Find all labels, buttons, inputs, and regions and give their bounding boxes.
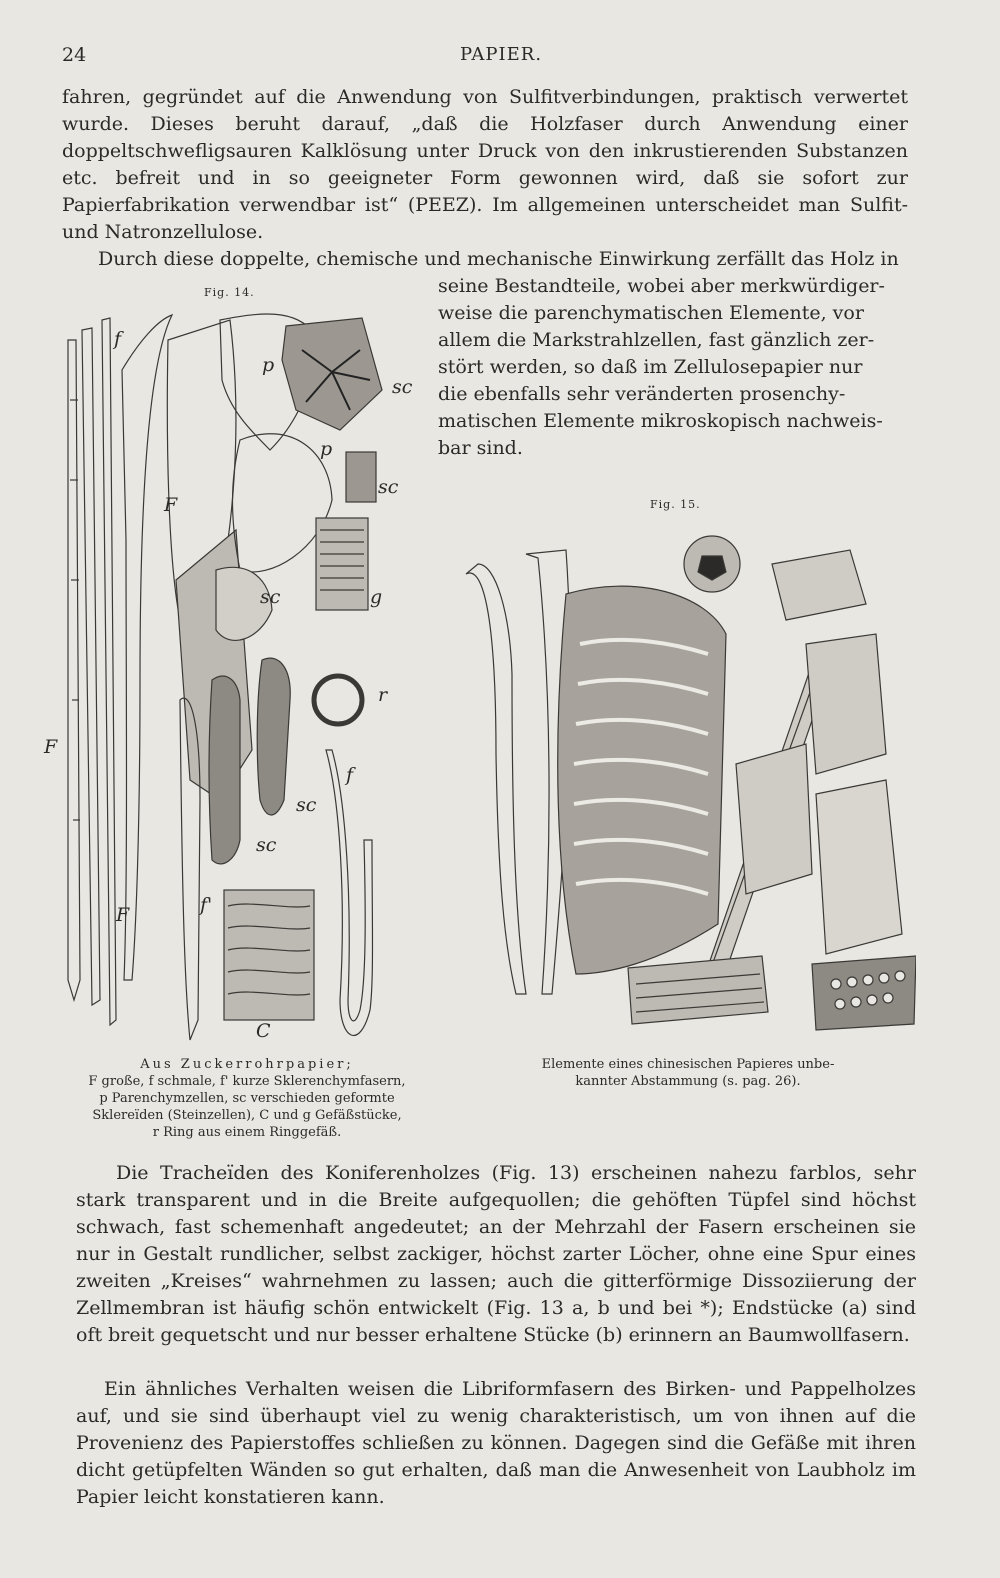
figure-14-caption-line-1: Aus Zuckerrohrpapier; (140, 1057, 354, 1072)
figure-14-label: Fig. 14. (204, 286, 255, 299)
figure-14-letter-f: f (114, 328, 122, 350)
figure-14-caption-line-5: r Ring aus einem Ringgefäß. (152, 1125, 342, 1140)
paragraph-2-column (438, 273, 908, 462)
page-number: 24 (62, 44, 87, 66)
figure-14-letter-F: F (164, 494, 178, 516)
intro-paragraph: fahren, gegründet auf die Anwendung von Sulfitverbindungen, praktisch verwertet wurde. Dieses beruht darauf, „daß die Holzfaser durch Anwendung einer doppeltschwefligsauren Kalklösung unter Druck von den inkrustierenden Substanzen etc. befreit und in so geeigneter Form gewonnen wird, daß sie sofort zur Papierfabrikation verwendbar ist“ (PEEZ). Im allgemeinen unterscheidet man Sulfit- und Natronzellulose. (62, 86, 908, 243)
figure-14-letter-F-2: F (44, 736, 58, 758)
figure-15-caption-line-2: kannter Abstammung (s. pag. 26). (575, 1074, 801, 1089)
figure-14-caption (52, 1056, 442, 1141)
figure-14-caption-line-2: F große, f schmale, f' kurze Sklerenchymfasern, (88, 1074, 406, 1089)
figure-15-caption-line-1: Elemente eines chinesischen Papieres unbe- (541, 1057, 835, 1072)
figure-15-label: Fig. 15. (650, 498, 701, 511)
figure-14-illustration (40, 280, 440, 1050)
running-title: PAPIER. (459, 44, 543, 65)
figure-14-letter-sc-4: sc (296, 794, 317, 816)
figure-14-letter-r: r (378, 684, 388, 706)
figure-14-letter-C: C (256, 1020, 271, 1042)
paragraph-2-line-4: stört werden, so daß im Zellulosepapier nur (438, 356, 863, 378)
paragraph-2-line-1: seine Bestandteile, wobei aber merkwürdiger- (438, 275, 885, 297)
figure-15-illustration (456, 494, 916, 1034)
figure-14 (40, 280, 440, 1050)
page-header (62, 44, 940, 72)
figure-14-letter-f-2: f (346, 764, 354, 786)
paragraph-2-line-5: die ebenfalls sehr veränderten prosenchy- (438, 383, 846, 405)
paragraph-2-line-2: weise die parenchymatischen Elemente, vor (438, 302, 864, 324)
body-paragraph-1: Die Tracheïden des Koniferenholzes (Fig. 13) erscheinen nahezu farblos, sehr stark transparent und in die Breite aufgequollen; die gehöften Tüpfel sind höchst schwach, fast schemenhaft angedeutet; an der Mehrzahl der Fasern erscheinen sie nur in Gestalt rundlicher, selbst zackiger, höchst zarter Löcher, ohne eine Spur eines zweiten „Kreises“ wahrnehmen zu lassen; auch die gitterförmige Dissoziierung der Zellmembran ist häufig schön entwickelt (Fig. 13 a, b und bei *); Endstücke (a) sind oft breit gequetscht und nur besser erhaltene Stücke (b) erinnern an Baumwollfasern. (76, 1162, 916, 1346)
figure-14-letter-g: g (370, 586, 383, 608)
figure-15 (456, 494, 916, 1034)
figure-14-letter-sc: sc (392, 376, 413, 398)
figure-14-letter-sc-3: sc (260, 586, 281, 608)
figure-14-letter-p: p (262, 354, 275, 376)
paragraph-2-line-3: allem die Markstrahlzellen, fast gänzlich zer- (438, 329, 875, 351)
paragraph-2-line-6: matischen Elemente mikroskopisch nachweis- (438, 410, 883, 432)
figure-14-letter-F-3: F (116, 904, 130, 926)
figure-14-caption-line-3: p Parenchymzellen, sc verschieden geformte (99, 1091, 395, 1106)
figure-15-caption (488, 1056, 888, 1090)
figure-14-letter-f-prime: f' (200, 894, 213, 916)
figure-14-letter-p-2: p (320, 438, 333, 460)
paragraph-2-line-7: bar sind. (438, 437, 523, 459)
paragraph-2-first-line: Durch diese doppelte, chemische und mechanische Einwirkung zerfällt das Holz in (98, 248, 899, 270)
figure-14-letter-sc-2: sc (378, 476, 399, 498)
body-paragraph-2: Ein ähnliches Verhalten weisen die Libriformfasern des Birken- und Pappelholzes auf, und sie sind überhaupt viel zu wenig charakteristisch, um von ihnen auf die Provenienz des Papierstoffes schließen zu können. Dagegen sind die Gefäße mit ihren dicht getüpfelten Wänden so gut erhalten, daß man die Anwesenheit von Laubholz im Papier leicht konstatieren kann. (76, 1378, 916, 1508)
figure-14-letter-sc-5: sc (256, 834, 277, 856)
figure-14-caption-line-4: Sklereïden (Steinzellen), C und g Gefäßstücke, (92, 1108, 402, 1123)
